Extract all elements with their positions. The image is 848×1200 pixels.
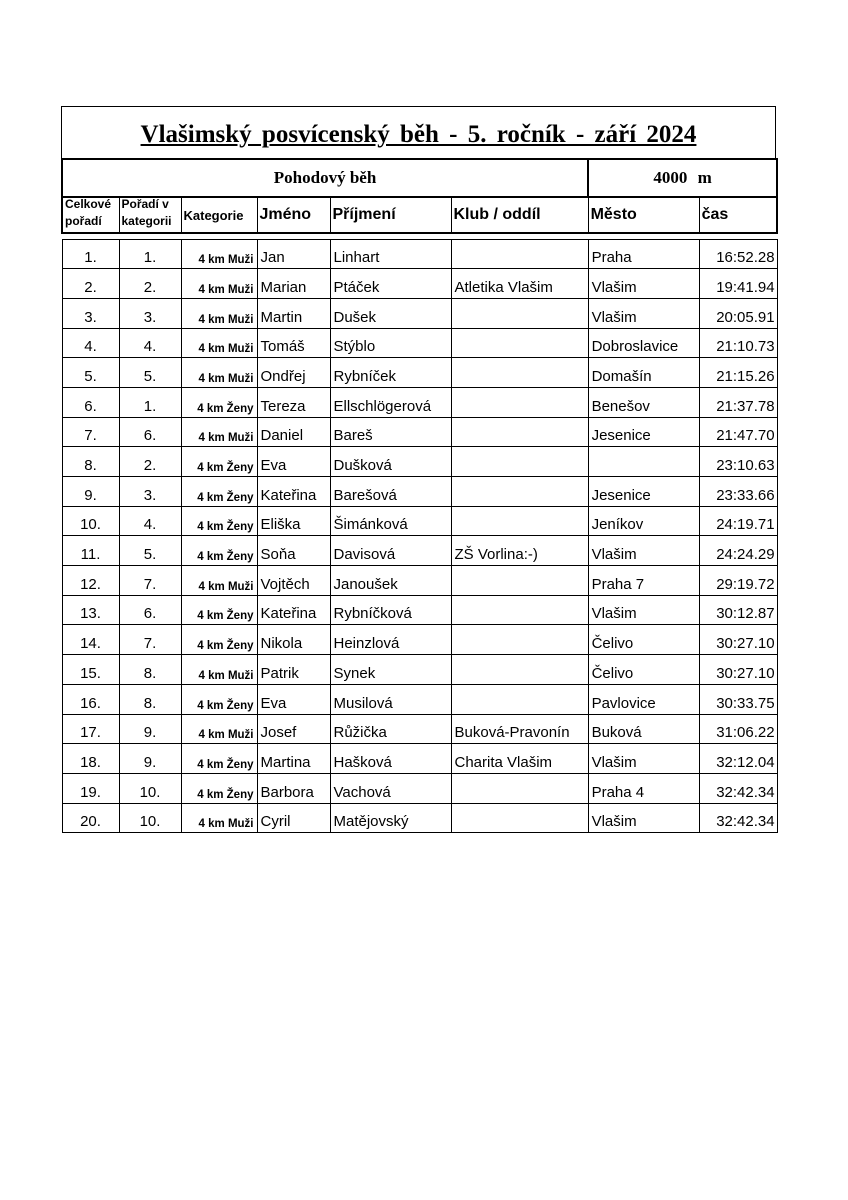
table-row [62,625,777,655]
cell-category: 4 km Ženy [181,536,257,566]
cell-first-name: Tomáš [257,328,330,358]
cell-last-name: Rybníčková [330,595,451,625]
table-row [62,417,777,447]
cell-overall-rank: 18. [62,744,119,774]
table-row [62,536,777,566]
cell-last-name: Davisová [330,536,451,566]
cell-time: 32:42.34 [699,803,777,833]
cell-category-rank: 3. [119,477,181,507]
cell-last-name: Dušek [330,298,451,328]
cell-category: 4 km Ženy [181,387,257,417]
cell-last-name: Synek [330,655,451,685]
race-distance: 4000 m [588,159,777,197]
cell-first-name: Eliška [257,506,330,536]
cell-category: 4 km Ženy [181,595,257,625]
title-box [61,106,776,158]
cell-overall-rank: 14. [62,625,119,655]
cell-time: 30:27.10 [699,625,777,655]
cell-time: 31:06.22 [699,714,777,744]
cell-category: 4 km Muži [181,358,257,388]
cell-last-name: Rybníček [330,358,451,388]
cell-category: 4 km Muži [181,714,257,744]
cell-category-rank: 10. [119,803,181,833]
col-time: čas [699,197,777,233]
column-header-row [62,197,777,233]
table-row [62,387,777,417]
cell-last-name: Matějovský [330,803,451,833]
cell-overall-rank: 6. [62,387,119,417]
cell-overall-rank: 2. [62,269,119,299]
cell-category-rank: 9. [119,714,181,744]
cell-club [451,506,588,536]
cell-city: Dobroslavice [588,328,699,358]
table-row [62,684,777,714]
cell-first-name: Martin [257,298,330,328]
cell-city: Čelivo [588,655,699,685]
cell-city: Vlašim [588,536,699,566]
cell-club: Atletika Vlašim [451,269,588,299]
cell-category-rank: 2. [119,447,181,477]
cell-category: 4 km Ženy [181,684,257,714]
cell-city: Benešov [588,387,699,417]
cell-overall-rank: 11. [62,536,119,566]
cell-last-name: Vachová [330,773,451,803]
cell-city: Jeníkov [588,506,699,536]
cell-category-rank: 5. [119,536,181,566]
cell-club [451,684,588,714]
table-row [62,744,777,774]
cell-first-name: Martina [257,744,330,774]
cell-time: 21:47.70 [699,417,777,447]
cell-last-name: Hašková [330,744,451,774]
cell-last-name: Linhart [330,239,451,269]
cell-overall-rank: 17. [62,714,119,744]
cell-category: 4 km Muži [181,328,257,358]
cell-time: 20:05.91 [699,298,777,328]
table-row [62,773,777,803]
col-city: Město [588,197,699,233]
cell-first-name: Patrik [257,655,330,685]
cell-first-name: Kateřina [257,477,330,507]
cell-city: Praha [588,239,699,269]
cell-category-rank: 2. [119,269,181,299]
cell-city [588,447,699,477]
cell-category: 4 km Ženy [181,744,257,774]
cell-city: Jesenice [588,477,699,507]
cell-city: Vlašim [588,803,699,833]
results-table [61,158,778,833]
cell-category: 4 km Ženy [181,625,257,655]
cell-category: 4 km Muži [181,655,257,685]
cell-category: 4 km Ženy [181,447,257,477]
cell-overall-rank: 1. [62,239,119,269]
cell-overall-rank: 7. [62,417,119,447]
cell-city: Čelivo [588,625,699,655]
col-overall-rank: Celkové pořadí [62,197,119,233]
cell-overall-rank: 5. [62,358,119,388]
cell-time: 29:19.72 [699,566,777,596]
cell-first-name: Nikola [257,625,330,655]
cell-category-rank: 5. [119,358,181,388]
cell-category: 4 km Muži [181,239,257,269]
cell-city: Vlašim [588,298,699,328]
cell-last-name: Šimánková [330,506,451,536]
cell-overall-rank: 8. [62,447,119,477]
cell-city: Vlašim [588,744,699,774]
cell-category-rank: 7. [119,566,181,596]
cell-time: 32:42.34 [699,773,777,803]
cell-time: 23:10.63 [699,447,777,477]
col-first-name: Jméno [257,197,330,233]
col-club: Klub / oddíl [451,197,588,233]
page-title: Vlašimský posvícenský běh - 5. ročník - září 2024 [140,120,697,148]
cell-overall-rank: 20. [62,803,119,833]
cell-first-name: Marian [257,269,330,299]
cell-time: 23:33.66 [699,477,777,507]
cell-overall-rank: 13. [62,595,119,625]
cell-city: Vlašim [588,595,699,625]
cell-club [451,655,588,685]
cell-city: Praha 4 [588,773,699,803]
cell-last-name: Barešová [330,477,451,507]
cell-club [451,447,588,477]
cell-category: 4 km Ženy [181,506,257,536]
cell-first-name: Vojtěch [257,566,330,596]
cell-category: 4 km Ženy [181,477,257,507]
cell-time: 21:15.26 [699,358,777,388]
cell-time: 32:12.04 [699,744,777,774]
cell-club: ZŠ Vorlina:-) [451,536,588,566]
table-row [62,358,777,388]
cell-club: Charita Vlašim [451,744,588,774]
table-row [62,477,777,507]
cell-first-name: Eva [257,447,330,477]
cell-city: Pavlovice [588,684,699,714]
col-last-name: Příjmení [330,197,451,233]
cell-club [451,803,588,833]
cell-last-name: Ellschlögerová [330,387,451,417]
table-row [62,447,777,477]
table-row [62,239,777,269]
cell-club [451,298,588,328]
cell-club [451,773,588,803]
cell-overall-rank: 4. [62,328,119,358]
cell-category-rank: 6. [119,417,181,447]
cell-first-name: Daniel [257,417,330,447]
cell-category-rank: 4. [119,506,181,536]
cell-time: 30:27.10 [699,655,777,685]
cell-time: 30:33.75 [699,684,777,714]
cell-category: 4 km Ženy [181,773,257,803]
col-category: Kategorie [181,197,257,233]
cell-club [451,625,588,655]
cell-first-name: Ondřej [257,358,330,388]
cell-category-rank: 10. [119,773,181,803]
cell-category-rank: 1. [119,239,181,269]
cell-time: 24:19.71 [699,506,777,536]
cell-club [451,477,588,507]
cell-category-rank: 8. [119,655,181,685]
cell-category-rank: 6. [119,595,181,625]
table-row [62,595,777,625]
cell-last-name: Janoušek [330,566,451,596]
cell-last-name: Růžička [330,714,451,744]
cell-first-name: Eva [257,684,330,714]
cell-time: 21:10.73 [699,328,777,358]
cell-time: 24:24.29 [699,536,777,566]
cell-time: 16:52.28 [699,239,777,269]
cell-city: Jesenice [588,417,699,447]
cell-first-name: Tereza [257,387,330,417]
cell-category-rank: 8. [119,684,181,714]
table-row [62,714,777,744]
cell-category: 4 km Muži [181,566,257,596]
cell-club [451,328,588,358]
cell-time: 30:12.87 [699,595,777,625]
cell-overall-rank: 10. [62,506,119,536]
cell-category-rank: 3. [119,298,181,328]
table-row [62,803,777,833]
table-row [62,506,777,536]
results-sheet [61,106,776,833]
cell-category-rank: 7. [119,625,181,655]
cell-club [451,239,588,269]
cell-first-name: Josef [257,714,330,744]
cell-last-name: Dušková [330,447,451,477]
cell-city: Domašín [588,358,699,388]
cell-first-name: Cyril [257,803,330,833]
table-row [62,269,777,299]
table-row [62,328,777,358]
cell-overall-rank: 19. [62,773,119,803]
cell-club [451,358,588,388]
cell-overall-rank: 15. [62,655,119,685]
cell-category-rank: 9. [119,744,181,774]
cell-category: 4 km Muži [181,803,257,833]
cell-city: Buková [588,714,699,744]
cell-overall-rank: 16. [62,684,119,714]
cell-overall-rank: 12. [62,566,119,596]
cell-club [451,417,588,447]
cell-club [451,387,588,417]
cell-time: 19:41.94 [699,269,777,299]
race-name: Pohodový běh [62,159,588,197]
cell-overall-rank: 9. [62,477,119,507]
cell-last-name: Musilová [330,684,451,714]
cell-first-name: Soňa [257,536,330,566]
cell-last-name: Bareš [330,417,451,447]
cell-club [451,595,588,625]
cell-first-name: Jan [257,239,330,269]
cell-last-name: Ptáček [330,269,451,299]
cell-last-name: Stýblo [330,328,451,358]
results-body [62,239,777,833]
cell-category: 4 km Muži [181,269,257,299]
cell-category-rank: 1. [119,387,181,417]
cell-time: 21:37.78 [699,387,777,417]
cell-city: Praha 7 [588,566,699,596]
cell-last-name: Heinzlová [330,625,451,655]
table-row [62,655,777,685]
cell-first-name: Kateřina [257,595,330,625]
col-category-rank: Pořadí v kategorii [119,197,181,233]
cell-category: 4 km Muži [181,417,257,447]
cell-first-name: Barbora [257,773,330,803]
cell-overall-rank: 3. [62,298,119,328]
cell-category-rank: 4. [119,328,181,358]
race-subheader [62,159,777,197]
cell-category: 4 km Muži [181,298,257,328]
cell-club: Buková-Pravonín [451,714,588,744]
table-row [62,298,777,328]
table-row [62,566,777,596]
cell-club [451,566,588,596]
cell-city: Vlašim [588,269,699,299]
